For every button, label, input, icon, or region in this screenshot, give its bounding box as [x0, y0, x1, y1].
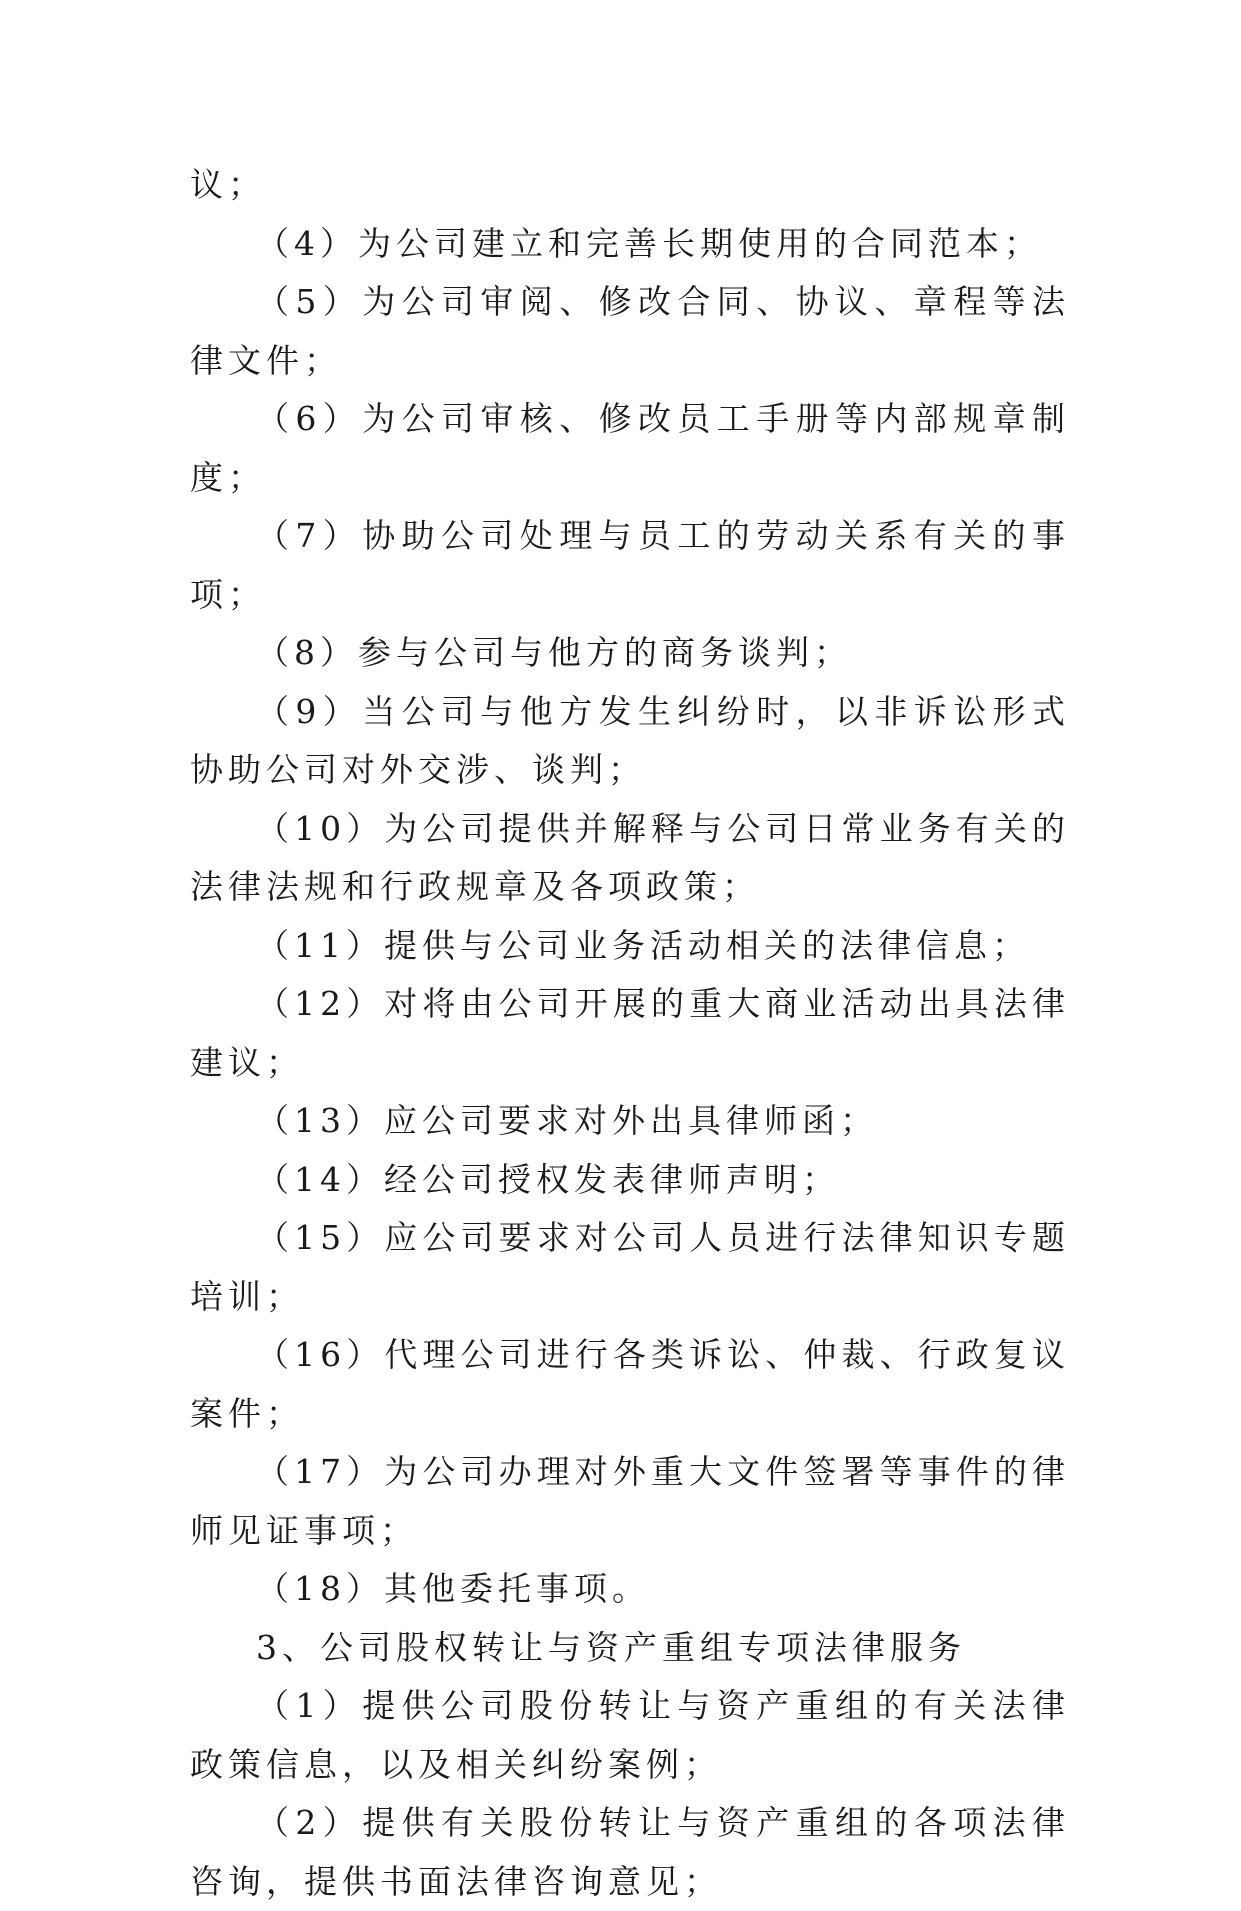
paragraph-item-18: （18）其他委托事项。 [256, 1569, 650, 1608]
document-body [190, 156, 1070, 1911]
paragraph-item-4: （4）为公司建立和完善长期使用的合同范本； [256, 223, 1042, 263]
paragraph-item-6: （6）为公司审核、修改员工手册等内部规章制度； [190, 399, 1070, 497]
paragraph-item-7: （7）协助公司处理与员工的劳动关系有关的事项； [190, 516, 1070, 614]
section-heading-3: 3、公司股权转让与资产重组专项法律服务 [256, 1627, 966, 1667]
paragraph-continuation: 议； [190, 165, 266, 204]
paragraph-item-12: （12）对将由公司开展的重大商业活动出具法律建议； [190, 984, 1070, 1082]
paragraph-item-17: （17）为公司办理对外重大文件签署等事件的律师见证事项； [190, 1452, 1070, 1550]
paragraph-subitem-1: （1）提供公司股份转让与资产重组的有关法律政策信息，以及相关纠纷案例； [190, 1686, 1070, 1784]
paragraph-item-8: （8）参与公司与他方的商务谈判； [256, 633, 852, 672]
paragraph-item-5: （5）为公司审阅、修改合同、协议、章程等法律文件； [190, 282, 1070, 380]
paragraph-item-16: （16）代理公司进行各类诉讼、仲裁、行政复议案件； [190, 1335, 1070, 1433]
paragraph-item-9: （9）当公司与他方发生纠纷时，以非诉讼形式协助公司对外交涉、谈判； [190, 691, 1070, 789]
paragraph-item-10: （10）为公司提供并解释与公司日常业务有关的法律法规和行政规章及各项政策； [190, 808, 1070, 906]
paragraph-item-14: （14）经公司授权发表律师声明； [256, 1159, 840, 1199]
paragraph-subitem-2: （2）提供有关股份转让与资产重组的各项法律咨询，提供书面法律咨询意见； [190, 1803, 1070, 1901]
paragraph-item-15: （15）应公司要求对公司人员进行法律知识专题培训； [190, 1218, 1070, 1316]
paragraph-item-13: （13）应公司要求对外出具律师函； [256, 1101, 878, 1140]
paragraph-item-11: （11）提供与公司业务活动相关的法律信息； [256, 925, 1030, 965]
